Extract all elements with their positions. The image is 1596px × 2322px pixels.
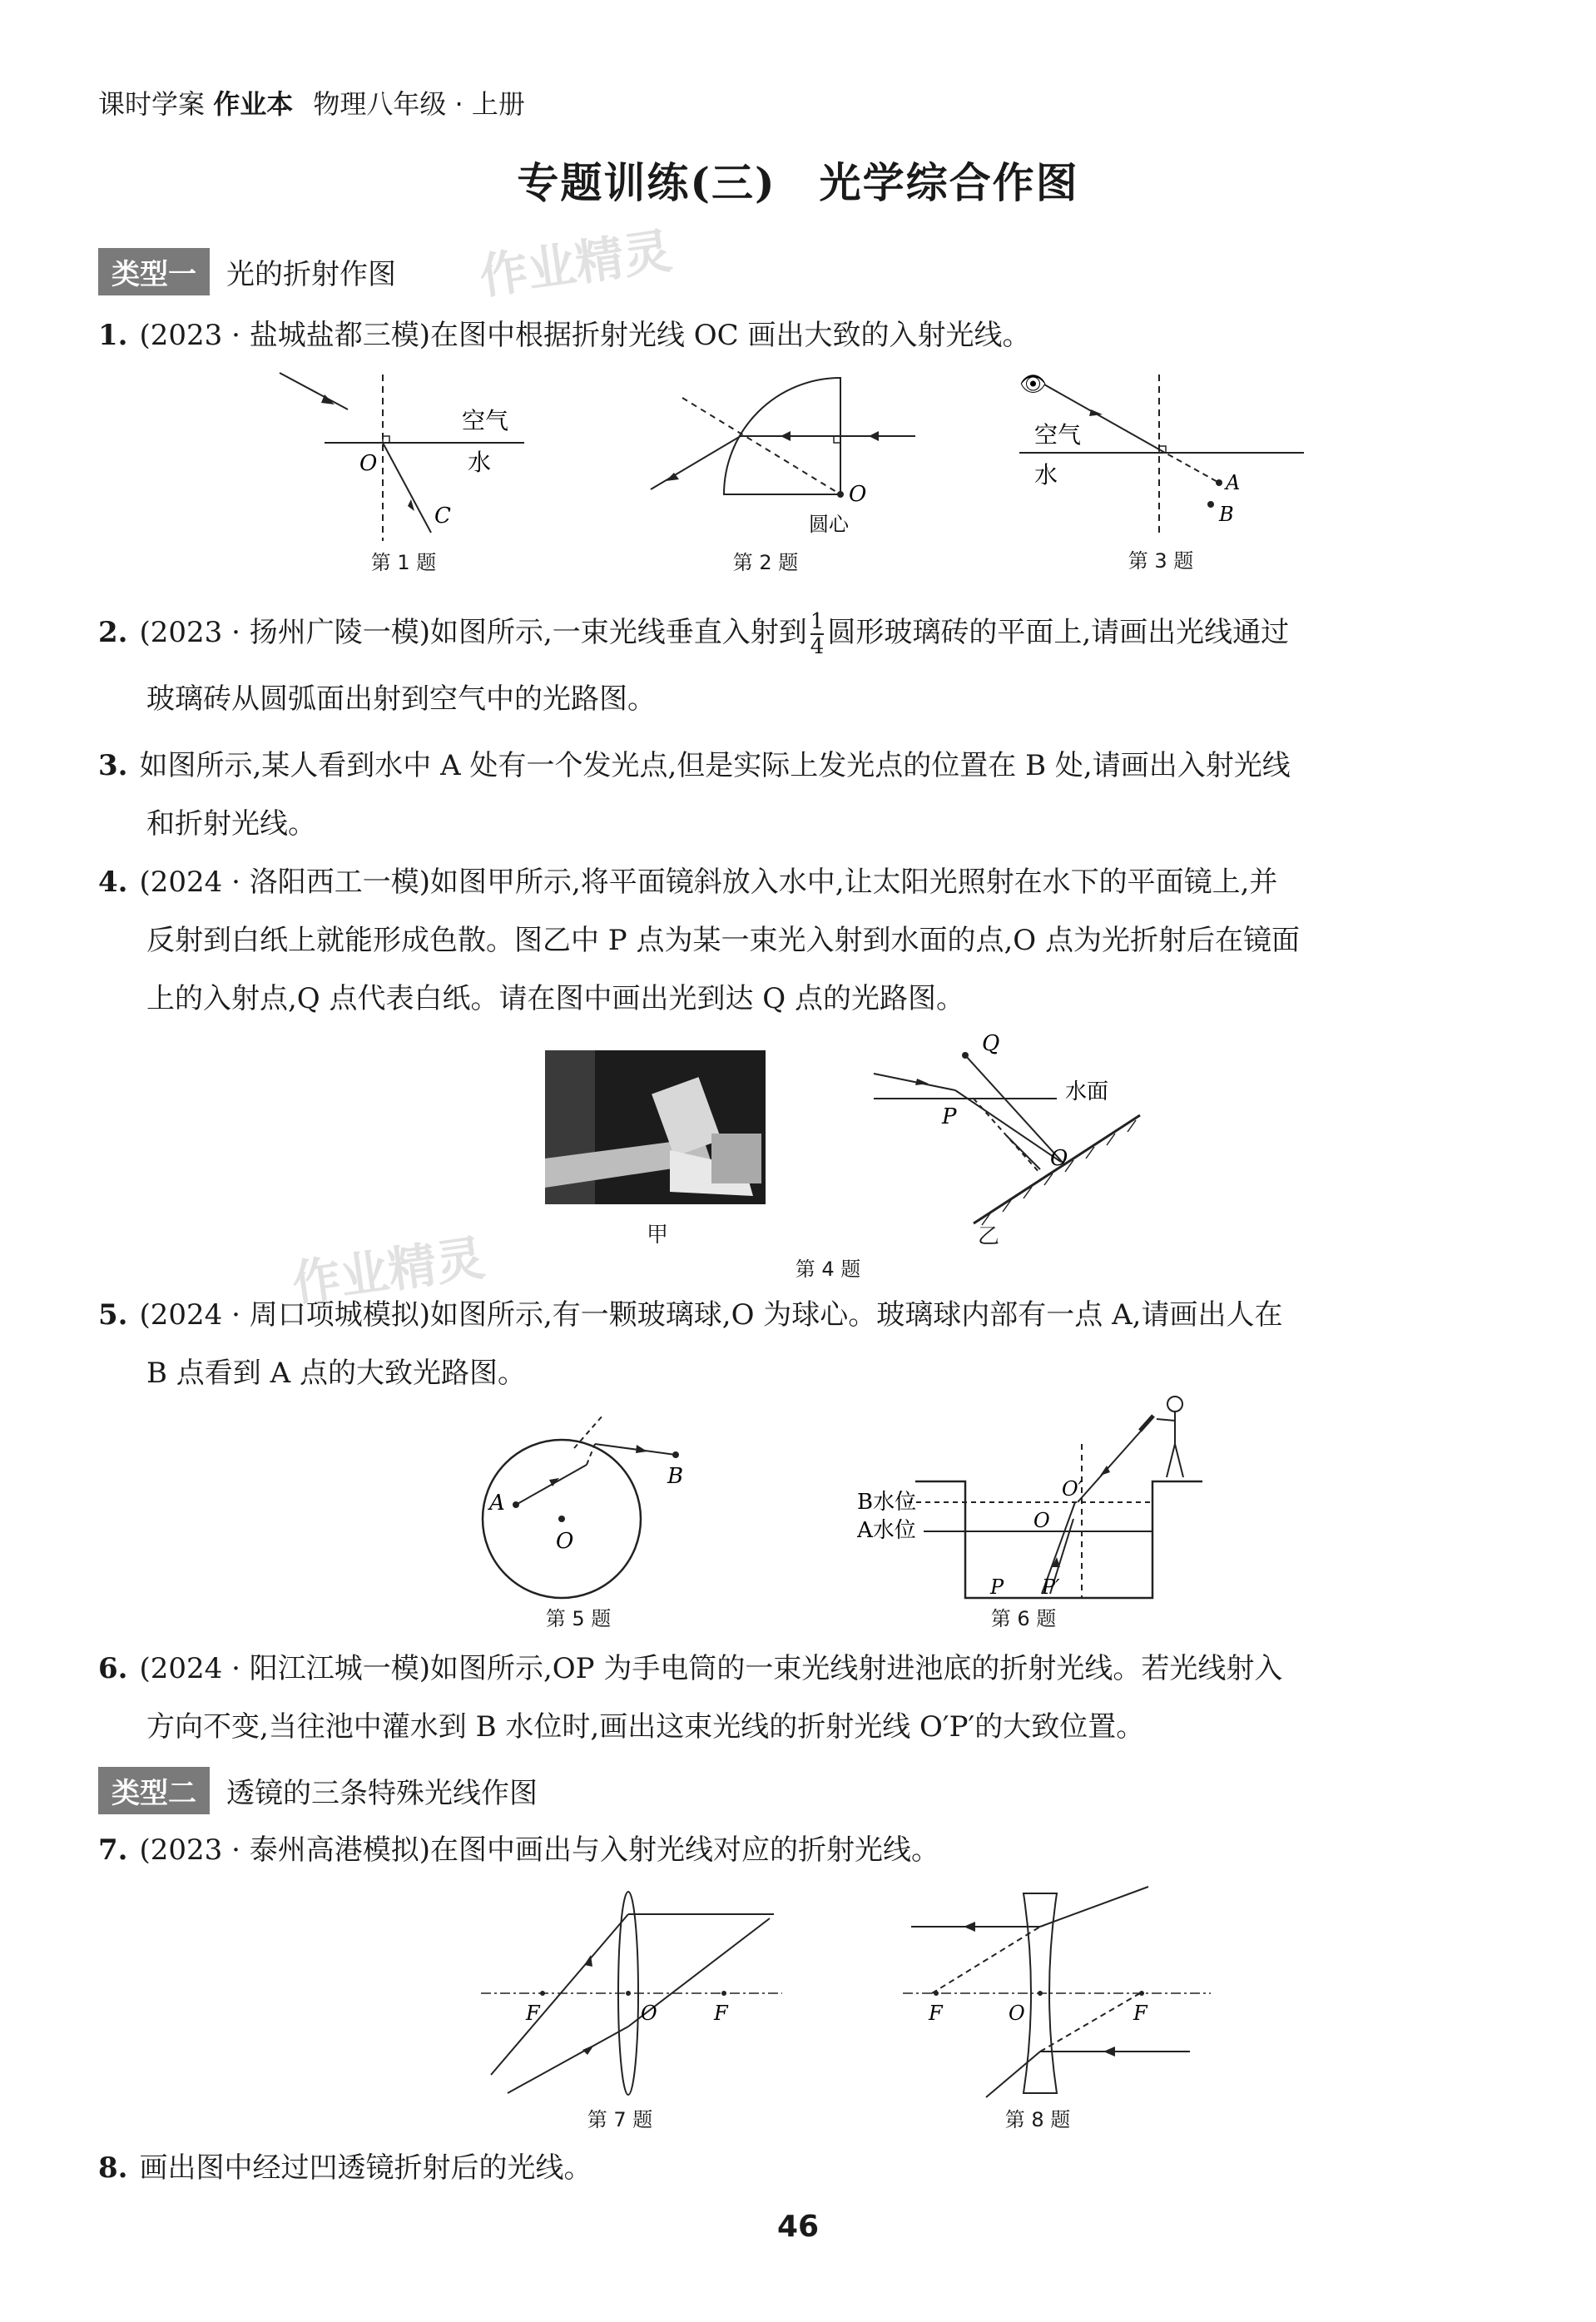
question-3 — [98, 737, 1513, 853]
label-a: A — [1226, 471, 1241, 494]
label-c: C — [434, 504, 451, 528]
question-number: 5. — [98, 1298, 128, 1332]
figure-2 — [641, 366, 924, 541]
label-air: 空气 — [462, 407, 509, 434]
label-q: Q — [982, 1032, 1000, 1056]
figure-6-caption: 第 6 题 — [990, 1607, 1057, 1630]
label-o: O — [1050, 1146, 1068, 1171]
label-p2: P′ — [1042, 1575, 1060, 1599]
brand-b: 作业本 — [213, 88, 294, 120]
label-f-left: F — [929, 2002, 943, 2025]
label-o: O — [359, 451, 378, 476]
figure-6 — [857, 1394, 1207, 1602]
label-b: B — [667, 1464, 684, 1489]
page-title: 专题训练(三) 光学综合作图 — [517, 158, 1079, 207]
fraction-denominator: 4 — [810, 634, 825, 659]
question-text-b: 圆形玻璃砖的平面上,请画出光线通过 — [827, 616, 1290, 649]
watermark: 作业精灵 — [476, 222, 676, 305]
question-text-a: (2024 · 周口项城模拟)如图所示,有一颗玻璃球,O 为球心。玻璃球内部有一点 A,请画出人在 — [139, 1298, 1283, 1332]
question-1 — [98, 306, 1513, 365]
section-2-heading — [98, 1767, 538, 1814]
section-1-tag: 类型一 — [98, 248, 210, 295]
question-text-a: 如图所示,某人看到水中 A 处有一个发光点,但是实际上发光点的位置在 B 处,请画出入射光线 — [139, 749, 1291, 782]
question-text: (2023 · 盐城盐都三模)在图中根据折射光线 OC 画出大致的入射光线。 — [139, 319, 1031, 352]
figure-7 — [474, 1885, 791, 2101]
figure-4-photo — [545, 1050, 766, 1204]
question-text-a: (2024 · 阳江江城一模)如图所示,OP 为手电筒的一束光线射进池底的折射光线。若光线射入 — [139, 1652, 1283, 1685]
brand-a: 课时学案 — [98, 88, 206, 120]
label-o: O — [1033, 1509, 1050, 1532]
question-8 — [98, 2139, 1513, 2197]
section-2-tag: 类型二 — [98, 1767, 210, 1814]
label-o: O — [641, 2002, 657, 2025]
figure-3 — [1011, 366, 1311, 541]
fraction — [810, 610, 825, 658]
label-o2: O′ — [1062, 1477, 1083, 1501]
section-1-label: 光的折射作图 — [226, 258, 396, 291]
question-number: 3. — [98, 749, 128, 782]
figure-4-yi-label: 乙 — [977, 1224, 999, 1249]
figure-4-diagram — [865, 1032, 1148, 1248]
subject: 物理八年级 · 上册 — [313, 88, 525, 120]
eye-icon: 👁 — [1019, 372, 1048, 397]
label-f-left: F — [526, 2002, 540, 2025]
question-6 — [98, 1640, 1513, 1756]
figure-8 — [899, 1885, 1215, 2101]
figure-7-caption: 第 7 题 — [587, 2108, 653, 2131]
label-b-level: B水位 — [857, 1490, 917, 1515]
figure-5-caption: 第 5 题 — [545, 1607, 612, 1630]
question-text-b: 和折射光线。 — [146, 807, 316, 841]
watermark-2: 作业精灵 — [289, 1229, 488, 1312]
label-center: 圆心 — [809, 513, 849, 536]
label-surface: 水面 — [1065, 1079, 1109, 1104]
figure-4-caption: 第 4 题 — [795, 1258, 861, 1281]
figure-4-jia-label: 甲 — [646, 1223, 668, 1248]
section-1-heading — [98, 248, 396, 295]
label-a: A — [489, 1491, 505, 1516]
figure-3-caption: 第 3 题 — [1128, 549, 1194, 573]
question-2 — [98, 603, 1513, 728]
figure-1-caption: 第 1 题 — [370, 551, 437, 574]
label-water: 水 — [1034, 461, 1058, 489]
label-f-right: F — [1133, 2002, 1147, 2025]
label-o: O — [556, 1529, 574, 1554]
question-text-b: 方向不变,当往池中灌水到 B 水位时,画出这束光线的折射光线 O′P′的大致位置。 — [146, 1710, 1145, 1744]
fraction-numerator: 1 — [810, 609, 825, 634]
question-4 — [98, 853, 1513, 1028]
question-text-a: (2024 · 洛阳西工一模)如图甲所示,将平面镜斜放入水中,让太阳光照射在水下的平面镜上,并 — [139, 866, 1278, 899]
question-text-a: (2023 · 扬州广陵一模)如图所示,一束光线垂直入射到 — [139, 616, 807, 649]
label-p: P — [990, 1575, 1004, 1599]
label-b: B — [1219, 503, 1234, 526]
figure-5 — [466, 1407, 699, 1606]
label-o: O — [1009, 2002, 1025, 2025]
page-header — [98, 83, 525, 122]
question-5 — [98, 1286, 1513, 1402]
section-2-label: 透镜的三条特殊光线作图 — [226, 1777, 538, 1810]
label-o: O — [849, 482, 867, 507]
question-text-b: 反射到白纸上就能形成色散。图乙中 P 点为某一束光入射到水面的点,O 点为光折射后在镜面 — [146, 924, 1300, 957]
label-water: 水 — [468, 449, 492, 476]
question-number: 8. — [98, 2151, 128, 2185]
question-number: 1. — [98, 319, 128, 352]
question-text-c: 上的入射点,Q 点代表白纸。请在图中画出光到达 Q 点的光路图。 — [146, 982, 964, 1015]
label-air: 空气 — [1034, 421, 1082, 449]
figure-8-caption: 第 8 题 — [1004, 2108, 1071, 2131]
label-a-level: A水位 — [857, 1518, 916, 1543]
label-f-right: F — [714, 2002, 728, 2025]
question-text: (2023 · 泰州高港模拟)在图中画出与入射光线对应的折射光线。 — [139, 1833, 939, 1867]
figure-2-caption: 第 2 题 — [732, 551, 799, 574]
question-number: 7. — [98, 1833, 128, 1867]
question-text-b: B 点看到 A 点的大致光路图。 — [146, 1357, 526, 1390]
question-text-c: 玻璃砖从圆弧面出射到空气中的光路图。 — [146, 682, 656, 716]
question-text: 画出图中经过凹透镜折射后的光线。 — [139, 2151, 592, 2185]
question-7 — [98, 1821, 1513, 1879]
page-number: 46 — [776, 2210, 820, 2244]
question-number: 6. — [98, 1652, 128, 1685]
figure-1 — [275, 366, 549, 574]
label-p: P — [942, 1104, 957, 1129]
question-number: 4. — [98, 866, 128, 899]
question-number: 2. — [98, 616, 128, 649]
